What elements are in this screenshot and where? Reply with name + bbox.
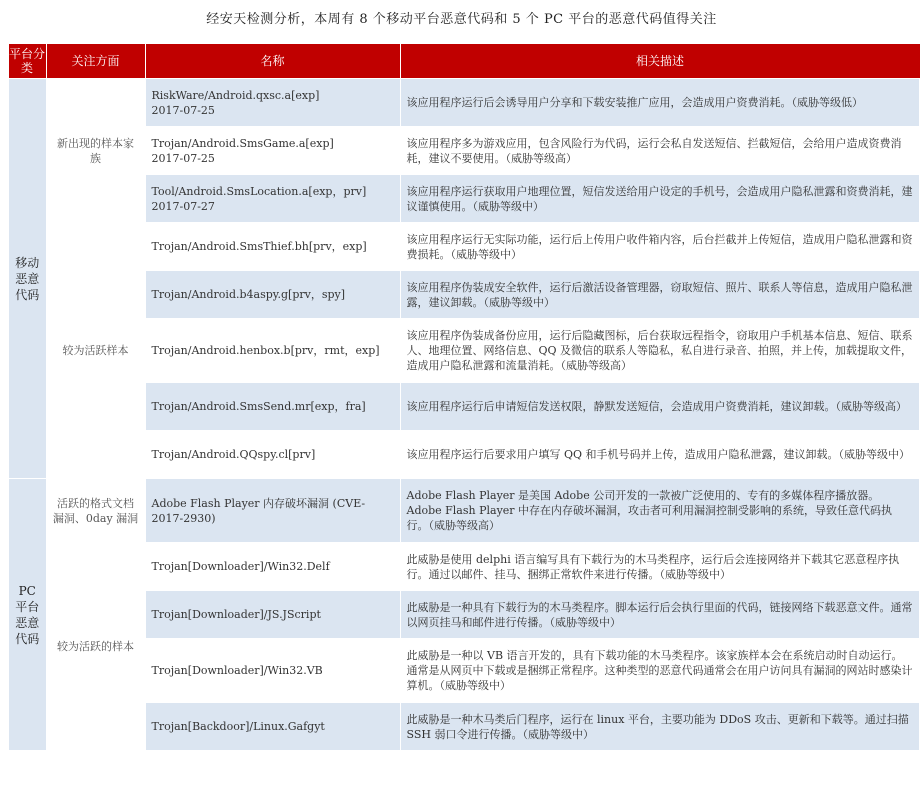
malware-name: RiskWare/Android.qxsc.a[exp] 2017-07-25 [145,79,400,127]
table-row [9,703,920,751]
table-row [9,479,920,543]
malware-description: 该应用程序多为游戏应用，包含风险行为代码，运行会私自发送短信、拦截短信，会给用户造成资费消耗，建议不要使用。（威胁等级高） [400,127,920,175]
malware-description: 此威胁是一种木马类后门程序，运行在 linux 平台，主要功能为 DDoS 攻击、更新和下载等。通过扫描 SSH 弱口令进行传播。（威胁等级中） [400,703,920,751]
malware-name: Tool/Android.SmsLocation.a[exp，prv] 2017-07-27 [145,175,400,223]
malware-name: Adobe Flash Player 内存破坏漏洞 (CVE-2017-2930) [145,479,400,543]
malware-name: Trojan/Android.SmsGame.a[exp] 2017-07-25 [145,127,400,175]
focus-vuln: 活跃的格式文档漏洞、0day 漏洞 [46,479,145,543]
table-row [9,175,920,223]
malware-name: Trojan[Downloader]/Win32.Delf [145,543,400,591]
malware-description: 该应用程序伪装成安全软件，运行后激活设备管理器，窃取短信、照片、联系人等信息，造成用户隐私泄露，建议卸载。（威胁等级中） [400,271,920,319]
table-row [9,79,920,127]
table-row [9,639,920,703]
table-header-row [9,44,920,79]
table-row [9,271,920,319]
table-row [9,431,920,479]
header-platform: 平台分类 [9,44,47,79]
table-row [9,223,920,271]
malware-description: 该应用程序运行无实际功能，运行后上传用户收件箱内容，后台拦截并上传短信，造成用户隐私泄露和资费损耗。（威胁等级中） [400,223,920,271]
focus-active-pc: 较为活跃的样本 [46,543,145,751]
table-row [9,383,920,431]
malware-description: 此威胁是使用 delphi 语言编写具有下载行为的木马类程序，运行后会连接网络并下载其它恶意程序执行。通过以邮件、挂马、捆绑正常软件来进行传播。（威胁等级中） [400,543,920,591]
header-name: 名称 [145,44,400,79]
focus-active-mobile: 较为活跃样本 [46,223,145,479]
malware-description: 此威胁是一种具有下载行为的木马类程序。脚本运行后会执行里面的代码，链接网络下载恶意文件。通常以网页挂马和邮件进行传播。（威胁等级中） [400,591,920,639]
malware-name: Trojan/Android.b4aspy.g[prv，spy] [145,271,400,319]
table-row [9,543,920,591]
malware-description: 此威胁是一种以 VB 语言开发的，具有下载功能的木马类程序。该家族样本会在系统启动时自动运行。通常是从网页中下载或是捆绑正常程序。这种类型的恶意代码通常会在用户访问具有漏洞的网站时感染计算机。（威胁等级中） [400,639,920,703]
header-description: 相关描述 [400,44,920,79]
malware-description: 该应用程序运行后申请短信发送权限，静默发送短信，会造成用户资费消耗，建议卸载。（威胁等级高） [400,383,920,431]
malware-name: Trojan[Downloader]/JS.JScript [145,591,400,639]
malware-name: Trojan/Android.henbox.b[prv，rmt，exp] [145,319,400,383]
page-title: 经安天检测分析，本周有 8 个移动平台恶意代码和 5 个 PC 平台的恶意代码值得关注 [206,12,717,27]
category-mobile: 移动恶意代码 [9,79,47,479]
malware-table [8,44,920,751]
malware-description: 该应用程序运行后要求用户填写 QQ 和手机号码并上传，造成用户隐私泄露，建议卸载。（威胁等级中） [400,431,920,479]
focus-new-family: 新出现的样本家族 [46,79,145,223]
table-row [9,127,920,175]
malware-name: Trojan/Android.SmsThief.bh[prv，exp] [145,223,400,271]
malware-description: 该应用程序运行后会诱导用户分享和下载安装推广应用，会造成用户资费消耗。（威胁等级低） [400,79,920,127]
malware-name: Trojan/Android.SmsSend.mr[exp，fra] [145,383,400,431]
table-row [9,319,920,383]
category-pc: PC 平台恶意代码 [9,479,47,751]
header-focus: 关注方面 [46,44,145,79]
malware-name: Trojan[Backdoor]/Linux.Gafgyt [145,703,400,751]
malware-description: 该应用程序运行获取用户地理位置，短信发送给用户设定的手机号，会造成用户隐私泄露和资费消耗，建议谨慎使用。（威胁等级中） [400,175,920,223]
malware-description: Adobe Flash Player 是美国 Adobe 公司开发的一款被广泛使用的、专有的多媒体程序播放器。Adobe Flash Player 中存在内存破坏漏洞，攻击者可利用漏洞控制受影响的系统，导致任意代码执行。（威胁等级高） [400,479,920,543]
malware-name: Trojan[Downloader]/Win32.VB [145,639,400,703]
malware-description: 该应用程序伪装成备份应用，运行后隐藏图标，后台获取远程指令，窃取用户手机基本信息、短信、联系人、地理位置、网络信息、QQ 及微信的联系人等隐私，私自进行录音、拍照，并上传，加载提取文件，造成用户隐私泄露和流量消耗。（威胁等级高） [400,319,920,383]
table-row [9,591,920,639]
malware-name: Trojan/Android.QQspy.cl[prv] [145,431,400,479]
